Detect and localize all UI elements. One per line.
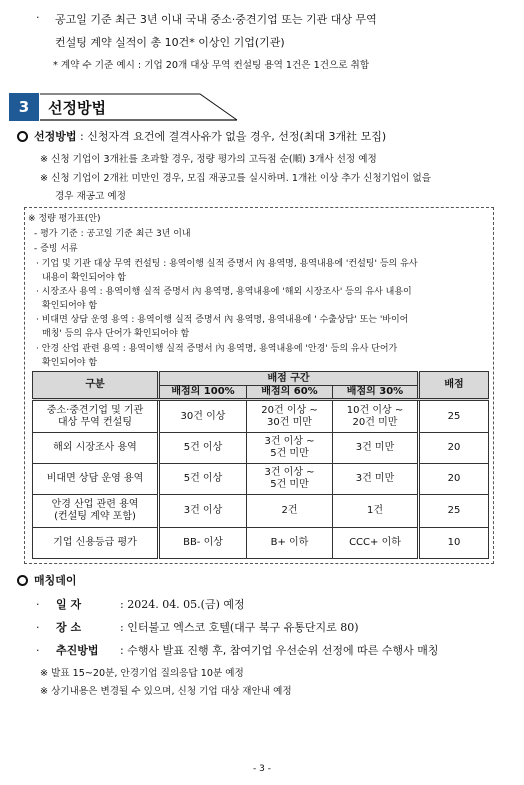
table-row — [33, 495, 489, 528]
evidence-item: · 안경 산업 관련 용역 : 용역이행 실적 증명서 內 용역명, 용역내용에 '안경' 등의 유사 단어가 — [36, 344, 398, 354]
matching-date-line: · 일 자 : 2024. 04. 05.(금) 예정 — [36, 598, 245, 611]
header-100-percent: 배점의 100% — [159, 386, 247, 400]
place-label: 장 소 — [56, 621, 82, 634]
header-30-percent: 배점의 30% — [333, 386, 419, 400]
evaluation-box-title: ※ 정량 평가표(안) — [28, 214, 101, 224]
row-100: 3건 이상 — [159, 495, 247, 528]
matching-place-line: · 장 소 : 인터불고 엑스코 호텔(대구 북구 유통단지로 80) — [36, 621, 359, 634]
table-row — [33, 433, 489, 464]
matching-method-line: · 추진방법 : 수행사 발표 진행 후, 참여기업 우선순위 선정에 따른 수행사 매칭 — [36, 644, 439, 657]
row-60: 20건 이상 ~ 30건 미만 — [247, 400, 333, 433]
contract-count-note: * 계약 수 기준 예시 : 기업 20개 대상 무역 컨설팅 용역 1건은 1건으로 취합 — [53, 60, 370, 71]
row-score: 25 — [419, 495, 489, 528]
row-100: 5건 이상 — [159, 433, 247, 464]
row-100: BB- 이상 — [159, 528, 247, 559]
row-100: 30건 이상 — [159, 400, 247, 433]
table-row — [33, 528, 489, 559]
row-60: 3건 이상 ~ 5건 미만 — [247, 464, 333, 495]
row-30: 10건 이상 ~ 20건 미만 — [333, 400, 419, 433]
row-category: 해외 시장조사 용역 — [33, 433, 159, 464]
eligibility-line-1: 공고일 기준 최근 3년 이내 국내 중소·중견기업 또는 기관 대상 무역 — [55, 13, 377, 26]
date-text: : 2024. 04. 05.(금) 예정 — [120, 598, 245, 611]
row-60: 3건 이상 ~ 5건 미만 — [247, 433, 333, 464]
row-category: 기업 신용등급 평가 — [33, 528, 159, 559]
selection-note-2a: ※ 신청 기업이 2개社 미만인 경우, 모집 재공고를 실시하며. 1개社 이상 추가 신청기업이 없을 — [40, 173, 432, 184]
header-category: 구분 — [33, 372, 159, 400]
row-category: 비대면 상담 운영 용역 — [33, 464, 159, 495]
selection-method-text: : 신청자격 요건에 결격사유가 없을 경우, 선정(최대 3개社 모집) — [80, 130, 387, 143]
row-60: B+ 이하 — [247, 528, 333, 559]
selection-note-2b: 경우 재공고 예정 — [55, 191, 126, 202]
row-score: 25 — [419, 400, 489, 433]
matching-day-heading: 매칭데이 — [17, 572, 77, 588]
section-number: 3 — [9, 93, 39, 121]
evidence-item: · 비대면 상담 운영 용역 : 용역이행 실적 증명서 內 용역명, 용역내용에 ' 수출상담' 또는 '바이어 — [36, 315, 409, 325]
row-100: 5건 이상 — [159, 464, 247, 495]
circle-bullet-icon — [17, 131, 28, 142]
selection-note-1: ※ 신청 기업이 3개社를 초과할 경우, 정량 평가의 고득점 순(順) 3개사 선정 예정 — [40, 154, 377, 165]
selection-method-line — [17, 128, 386, 144]
row-category: 중소·중견기업 및 기관 대상 무역 컨설팅 — [33, 400, 159, 433]
method-label: 추진방법 — [56, 644, 99, 657]
table-row — [33, 400, 489, 433]
scoring-table — [32, 371, 489, 559]
matching-note-2: ※ 상기내용은 변경될 수 있으며, 신청 기업 대상 재안내 예정 — [40, 686, 292, 697]
page-number: - 3 - — [253, 764, 271, 774]
evidence-item: 매칭' 등의 유사 단어가 확인되어야 함 — [42, 329, 190, 339]
date-label: 일 자 — [56, 598, 82, 611]
row-30: 3건 미만 — [333, 464, 419, 495]
row-score: 10 — [419, 528, 489, 559]
evidence-item: 확인되어야 함 — [42, 301, 98, 311]
circle-bullet-icon — [17, 575, 28, 586]
row-60: 2건 — [247, 495, 333, 528]
row-30: 3건 미만 — [333, 433, 419, 464]
row-score: 20 — [419, 433, 489, 464]
row-30: CCC+ 이하 — [333, 528, 419, 559]
eligibility-line-2: 컨설팅 계약 실적이 총 10건* 이상인 기업(기관) — [55, 36, 285, 49]
table-row — [33, 464, 489, 495]
section-title: 선정방법 — [48, 99, 106, 117]
row-score: 20 — [419, 464, 489, 495]
header-score-range: 배점 구간 — [159, 372, 419, 386]
selection-method-label: 선정방법 — [34, 130, 77, 143]
header-60-percent: 배점의 60% — [247, 386, 333, 400]
evidence-heading: - 증빙 서류 — [34, 244, 78, 254]
top-bullet: · — [36, 11, 40, 24]
row-30: 1건 — [333, 495, 419, 528]
evidence-item: · 기업 및 기관 대상 무역 컨설팅 : 용역이행 실적 증명서 內 용역명, 용역내용에 '컨설팅' 등의 유사 — [36, 259, 418, 269]
evaluation-criteria: - 평가 기준 : 공고일 기준 최근 3년 이내 — [34, 229, 191, 239]
evidence-item: · 시장조사 용역 : 용역이행 실적 증명서 內 용역명, 용역내용에 '해외 시장조사' 등의 유사 내용이 — [36, 287, 412, 297]
place-text: : 인터불고 엑스코 호텔(대구 북구 유통단지로 80) — [120, 621, 359, 634]
header-score: 배점 — [419, 372, 489, 400]
evidence-item: 확인되어야 함 — [42, 358, 98, 368]
row-category: 안경 산업 관련 용역 (컨설팅 계약 포함) — [33, 495, 159, 528]
evidence-item: 내용이 확인되어야 함 — [42, 273, 126, 283]
matching-note-1: ※ 발표 15~20분, 안경기업 질의응답 10분 예정 — [40, 668, 244, 679]
method-text: : 수행사 발표 진행 후, 참여기업 우선순위 선정에 따른 수행사 매칭 — [120, 644, 439, 657]
